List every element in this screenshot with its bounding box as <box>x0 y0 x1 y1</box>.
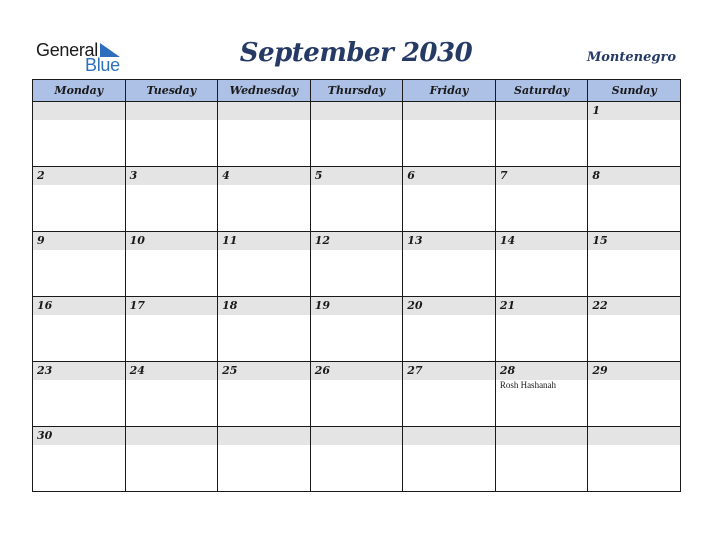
day-number: 4 <box>218 167 310 185</box>
day-number: 17 <box>126 297 218 315</box>
logo-text-general: General <box>36 40 98 60</box>
day-number <box>311 427 403 445</box>
day-number: 9 <box>33 232 125 250</box>
day-cell <box>495 232 588 297</box>
weekday-header-row <box>33 80 681 102</box>
day-number: 16 <box>33 297 125 315</box>
day-cell <box>33 167 126 232</box>
day-cell <box>588 232 681 297</box>
page-title: September 2030 <box>239 38 473 68</box>
day-cell <box>588 362 681 427</box>
day-number: 11 <box>218 232 310 250</box>
day-cell <box>495 297 588 362</box>
day-number: 25 <box>218 362 310 380</box>
day-number: 28 <box>496 362 588 380</box>
day-number: 3 <box>126 167 218 185</box>
day-cell <box>218 362 311 427</box>
day-cell <box>218 102 311 167</box>
day-cell <box>403 232 496 297</box>
day-number <box>311 102 403 120</box>
day-cell <box>403 362 496 427</box>
day-number <box>126 102 218 120</box>
day-cell <box>218 232 311 297</box>
day-number: 22 <box>588 297 680 315</box>
day-number: 8 <box>588 167 680 185</box>
day-cell <box>310 297 403 362</box>
day-cell <box>218 297 311 362</box>
day-cell <box>310 427 403 492</box>
day-number: 19 <box>311 297 403 315</box>
day-number <box>218 427 310 445</box>
day-number: 14 <box>496 232 588 250</box>
day-number: 23 <box>33 362 125 380</box>
day-number: 30 <box>33 427 125 445</box>
day-number: 2 <box>33 167 125 185</box>
day-number: 18 <box>218 297 310 315</box>
day-number: 6 <box>403 167 495 185</box>
day-cell <box>33 102 126 167</box>
day-cell <box>33 362 126 427</box>
week-row <box>33 232 681 297</box>
day-cell <box>218 427 311 492</box>
weekday-header: Sunday <box>588 80 681 102</box>
day-number: 7 <box>496 167 588 185</box>
day-number <box>33 102 125 120</box>
day-cell <box>310 362 403 427</box>
week-row <box>33 297 681 362</box>
day-cell <box>588 427 681 492</box>
day-number <box>496 102 588 120</box>
day-number <box>218 102 310 120</box>
week-row <box>33 362 681 427</box>
day-number: 5 <box>311 167 403 185</box>
day-cell <box>588 297 681 362</box>
day-cell <box>495 427 588 492</box>
day-cell <box>125 427 218 492</box>
week-row <box>33 427 681 492</box>
day-number: 15 <box>588 232 680 250</box>
day-cell <box>310 167 403 232</box>
day-cell <box>403 102 496 167</box>
day-cell <box>588 167 681 232</box>
day-number: 24 <box>126 362 218 380</box>
day-number: 29 <box>588 362 680 380</box>
holiday-label: Rosh Hashanah <box>499 380 557 390</box>
day-cell <box>125 102 218 167</box>
day-cell <box>125 362 218 427</box>
day-cell <box>495 362 588 427</box>
day-cell <box>125 297 218 362</box>
day-number: 21 <box>496 297 588 315</box>
day-cell <box>33 232 126 297</box>
weekday-header: Monday <box>33 80 126 102</box>
day-cell <box>33 427 126 492</box>
calendar-grid <box>32 79 681 492</box>
day-cell <box>495 167 588 232</box>
day-number: 20 <box>403 297 495 315</box>
day-number <box>496 427 588 445</box>
day-cell <box>310 102 403 167</box>
day-number: 13 <box>403 232 495 250</box>
day-cell <box>218 167 311 232</box>
week-row <box>33 167 681 232</box>
day-number <box>403 102 495 120</box>
day-number <box>126 427 218 445</box>
day-cell <box>310 232 403 297</box>
day-cell <box>125 232 218 297</box>
day-cell <box>403 427 496 492</box>
day-number <box>588 427 680 445</box>
day-cell <box>33 297 126 362</box>
day-cell <box>125 167 218 232</box>
country-label: Montenegro <box>586 50 676 65</box>
weekday-header: Tuesday <box>125 80 218 102</box>
weekday-header: Friday <box>403 80 496 102</box>
day-cell <box>495 102 588 167</box>
day-number: 12 <box>311 232 403 250</box>
weekday-header: Wednesday <box>218 80 311 102</box>
day-number: 1 <box>588 102 680 120</box>
day-cell <box>403 297 496 362</box>
logo-text-blue: Blue <box>85 55 120 75</box>
day-number: 26 <box>311 362 403 380</box>
day-cell <box>588 102 681 167</box>
weekday-header: Saturday <box>495 80 588 102</box>
day-cell <box>403 167 496 232</box>
week-row <box>33 102 681 167</box>
day-number: 10 <box>126 232 218 250</box>
weekday-header: Thursday <box>310 80 403 102</box>
calendar-body <box>33 102 681 492</box>
day-number <box>403 427 495 445</box>
day-number: 27 <box>403 362 495 380</box>
